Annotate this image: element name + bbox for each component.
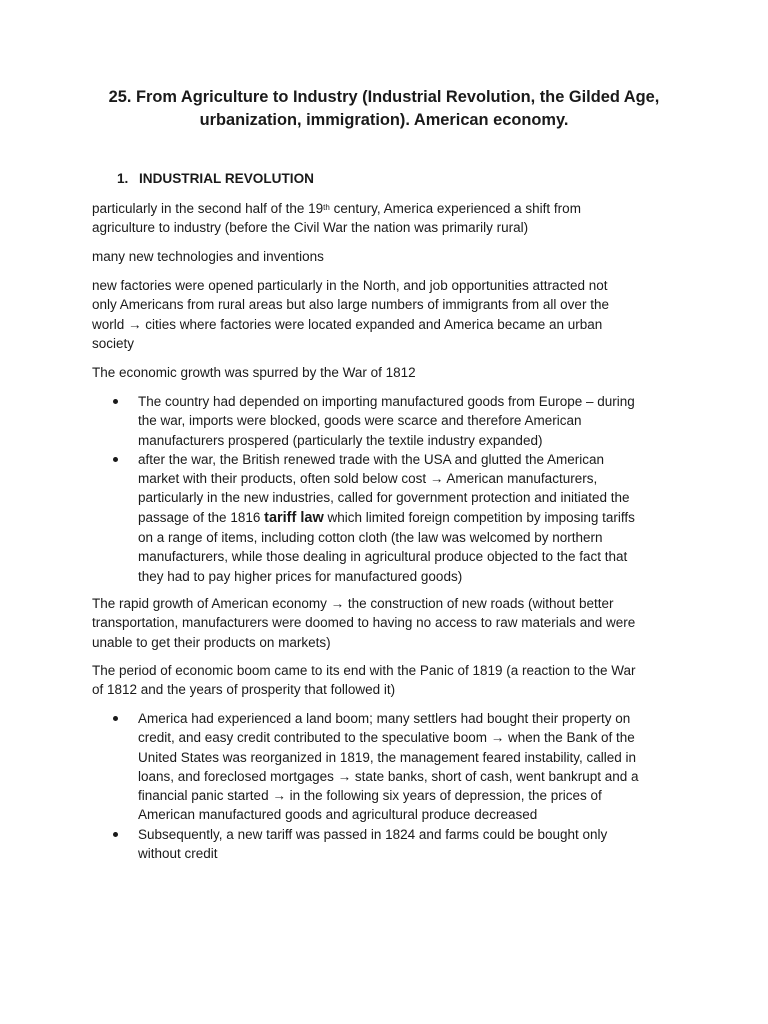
list-item-line: American manufactured goods and agricultural produce decreased (138, 807, 538, 823)
text-run: which limited foreign competition by imposing tariffs (323, 509, 635, 525)
paragraph-line: The economic growth was spurred by the War of 1812 (92, 365, 416, 380)
document-title (90, 86, 678, 132)
paragraph-line: society (92, 335, 135, 351)
bullet-icon (113, 399, 118, 404)
list-item-line: loans, and foreclosed mortgages → state banks, short of cash, went bankrupt and a (138, 768, 639, 784)
paragraph-line: world → cities where factories were located expanded and America became an urban (92, 316, 603, 332)
paragraph-line: many new technologies and inventions (92, 249, 324, 264)
paragraph-line: The rapid growth of American economy → the construction of new roads (without better (92, 596, 614, 611)
bullet-icon (113, 457, 118, 462)
list-item-line: the war, imports were blocked, goods were scarce and therefore American (138, 413, 582, 429)
list-item-line: America had experienced a land boom; many settlers had bought their property on (138, 711, 631, 726)
list-item-line: manufacturers, while those dealing in agricultural produce objected to the fact that (138, 549, 628, 565)
title-line: urbanization, immigration). American economy. (199, 111, 569, 129)
paragraph-line: The period of economic boom came to its end with the Panic of 1819 (a reaction to the War (92, 663, 636, 678)
section-number: 1. (117, 171, 129, 186)
paragraph-line: only Americans from rural areas but also large numbers of immigrants from all over the (92, 297, 609, 313)
list-item-line: market with their products, often sold below cost → American manufacturers, (138, 471, 598, 487)
text-run: passage of the 1816 (138, 509, 265, 525)
list-item (92, 709, 682, 825)
list-item-line: credit, and easy credit contributed to the speculative boom → when the Bank of the (138, 730, 635, 746)
paragraph-line (92, 199, 682, 218)
list-item-line: United States was reorganized in 1819, the management feared instability, called in (138, 749, 637, 765)
paragraph-line: of 1812 and the years of prosperity that followed it) (92, 682, 396, 698)
bullet-list (92, 709, 682, 863)
list-item-line: particularly in the new industries, called for government protection and initiated the (138, 490, 630, 506)
paragraph-line: transportation, manufacturers were doomed to having no access to raw materials and were (92, 615, 636, 631)
paragraph-line: agriculture to industry (before the Civil War the nation was primarily rural) (92, 220, 529, 236)
list-item-line: without credit (138, 846, 218, 862)
paragraph (92, 363, 682, 382)
emphasized-term: tariff law (264, 509, 324, 526)
list-item-line: after the war, the British renewed trade with the USA and glutted the American (138, 451, 605, 467)
list-item (92, 450, 682, 586)
superscript: th (323, 203, 330, 212)
list-item-line: Subsequently, a new tariff was passed in 1824 and farms could be bought only (138, 826, 608, 842)
list-item-line: manufacturers prospered (particularly the textile industry expanded) (138, 432, 543, 448)
bullet-icon (113, 832, 118, 837)
section-title: INDUSTRIAL REVOLUTION (139, 171, 314, 186)
bullet-list (92, 392, 682, 586)
title-line: 25. From Agriculture to Industry (Industrial Revolution, the Gilded Age, (108, 88, 660, 106)
text-run: particularly in the second half of the 19 (92, 201, 324, 216)
paragraph (92, 661, 682, 700)
paragraph (92, 276, 682, 353)
section-heading (117, 170, 314, 188)
list-item-line (138, 508, 682, 528)
paragraph (92, 247, 682, 266)
list-item-line: on a range of items, including cotton cloth (the law was welcomed by northern (138, 530, 603, 546)
list-item-line: they had to pay higher prices for manufactured goods) (138, 568, 463, 584)
paragraph (92, 594, 682, 652)
bullet-icon (113, 716, 118, 721)
list-item (92, 392, 682, 450)
list-item-line: The country had depended on importing manufactured goods from Europe – during (138, 394, 635, 409)
paragraph (92, 199, 682, 238)
text-run: century, America experienced a shift from (329, 201, 581, 216)
list-item (92, 825, 682, 864)
paragraph-line: unable to get their products on markets) (92, 634, 331, 650)
list-item-line: financial panic started → in the following six years of depression, the prices of (138, 788, 602, 804)
paragraph-line: new factories were opened particularly in the North, and job opportunities attracted not (92, 278, 608, 293)
